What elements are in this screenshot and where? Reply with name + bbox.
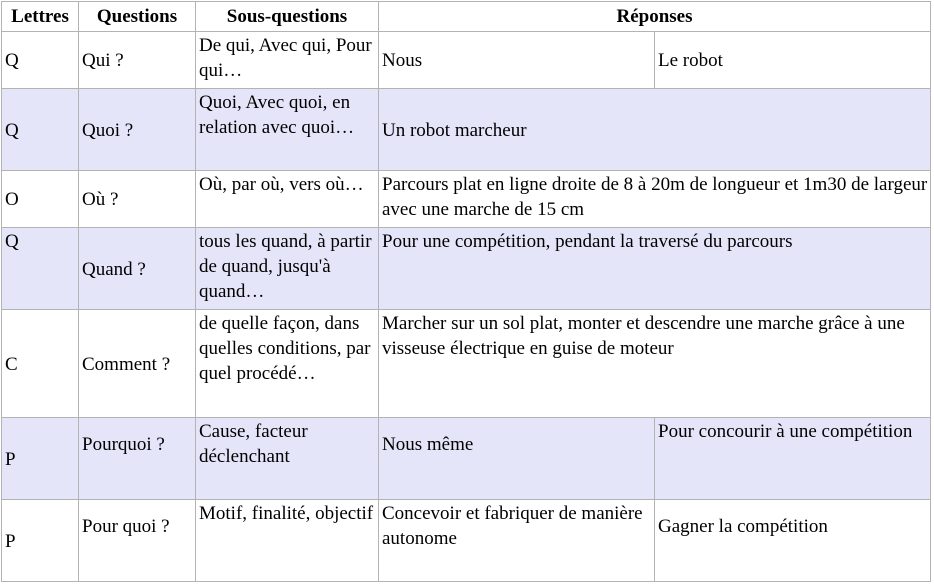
table-row	[2, 310, 931, 418]
sub-question-cell: Cause, facteur déclenchant	[196, 418, 379, 500]
table-row	[2, 171, 931, 228]
table-row	[2, 228, 931, 310]
question-cell: Comment ?	[79, 310, 196, 418]
qqoqcp-table	[1, 1, 931, 582]
answer-cell: Concevoir et fabriquer de manière autonome	[379, 500, 655, 582]
question-cell: Qui ?	[79, 32, 196, 89]
question-cell: Où ?	[79, 171, 196, 228]
header-questions: Questions	[79, 2, 196, 32]
table-row	[2, 89, 931, 171]
answer-cell-2: Le robot	[655, 32, 931, 89]
letter-cell: C	[2, 310, 79, 418]
question-cell: Pourquoi ?	[79, 418, 196, 500]
table-row	[2, 418, 931, 500]
sub-question-cell: Quoi, Avec quoi, en relation avec quoi…	[196, 89, 379, 171]
answer-cell: Un robot marcheur	[379, 89, 931, 171]
sub-question-cell: Où, par où, vers où…	[196, 171, 379, 228]
sub-question-cell: Motif, finalité, objectif	[196, 500, 379, 582]
question-cell: Quoi ?	[79, 89, 196, 171]
letter-cell: P	[2, 418, 79, 500]
header-sous-questions: Sous-questions	[196, 2, 379, 32]
answer-cell-2: Gagner la compétition	[655, 500, 931, 582]
sub-question-cell: De qui, Avec qui, Pour qui…	[196, 32, 379, 89]
answer-cell-2: Pour concourir à une compétition	[655, 418, 931, 500]
answer-cell: Parcours plat en ligne droite de 8 à 20m de longueur et 1m30 de largeur avec une marche de 15 cm	[379, 171, 931, 228]
answer-cell: Marcher sur un sol plat, monter et descendre une marche grâce à une visseuse électrique en guise de moteur	[379, 310, 931, 418]
header-row	[2, 2, 931, 32]
letter-cell: Q	[2, 32, 79, 89]
letter-cell: P	[2, 500, 79, 582]
table-row	[2, 32, 931, 89]
question-cell: Quand ?	[79, 228, 196, 310]
letter-cell: Q	[2, 228, 79, 310]
answer-cell: Nous	[379, 32, 655, 89]
letter-cell: O	[2, 171, 79, 228]
header-lettres: Lettres	[2, 2, 79, 32]
sub-question-cell: tous les quand, à partir de quand, jusqu'à quand…	[196, 228, 379, 310]
table-row	[2, 500, 931, 582]
answer-cell: Nous même	[379, 418, 655, 500]
answer-cell: Pour une compétition, pendant la traversé du parcours	[379, 228, 931, 310]
header-reponses: Réponses	[379, 2, 931, 32]
sub-question-cell: de quelle façon, dans quelles conditions, par quel procédé…	[196, 310, 379, 418]
letter-cell: Q	[2, 89, 79, 171]
question-cell: Pour quoi ?	[79, 500, 196, 582]
